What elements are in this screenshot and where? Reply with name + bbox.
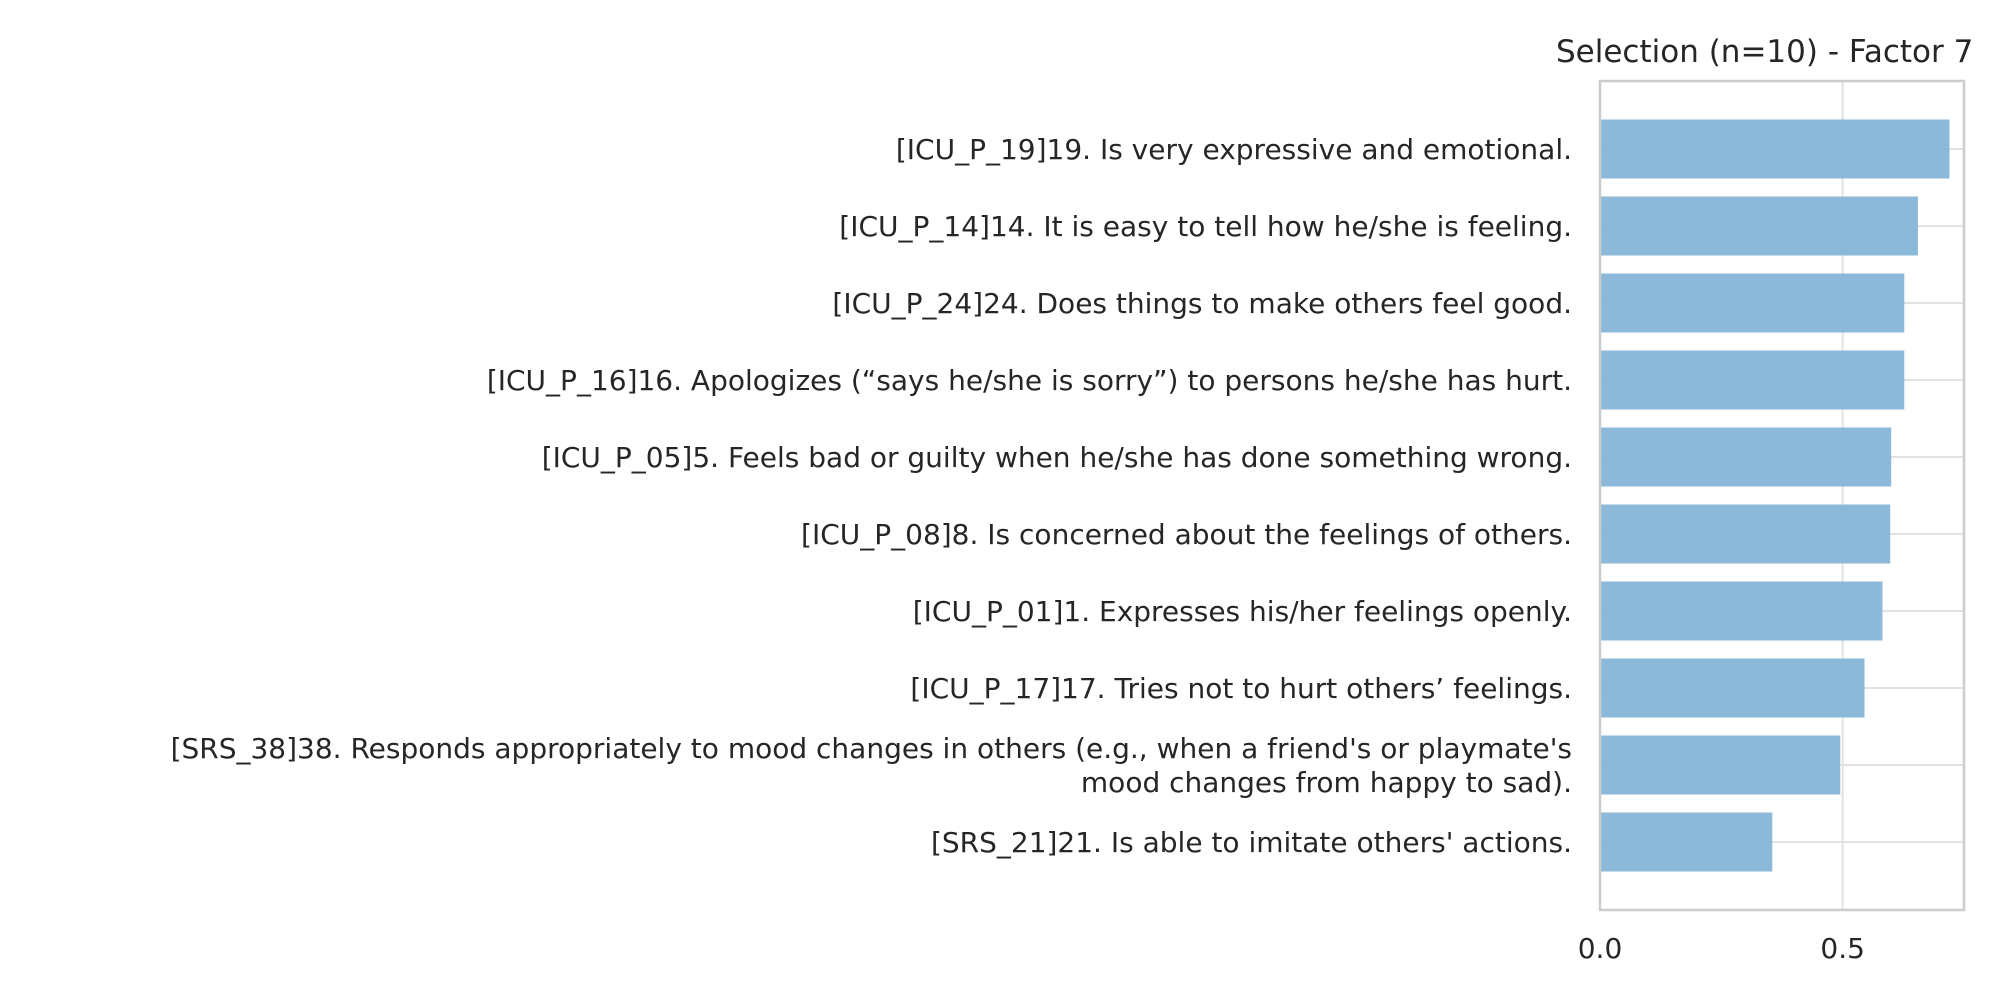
category-label-9 [931, 826, 1572, 859]
bar-3 [1600, 351, 1904, 410]
category-labels [171, 133, 1572, 859]
category-label-8-line-1: mood changes from happy to sad). [1080, 766, 1572, 799]
bar-8 [1600, 736, 1840, 795]
category-label-6 [913, 595, 1572, 628]
category-label-7 [910, 672, 1572, 705]
category-label-4 [542, 441, 1572, 474]
category-label-2 [832, 287, 1572, 320]
bar-4 [1600, 428, 1891, 487]
x-tick-label-1: 0.5 [1820, 932, 1865, 965]
bar-6 [1600, 582, 1882, 641]
bar-1 [1600, 197, 1918, 256]
bars [1600, 120, 1949, 872]
category-label-2-line-0: [ICU_P_24]24. Does things to make others feel good. [832, 287, 1572, 320]
x-axis-ticks [1578, 932, 1865, 965]
category-label-0-line-0: [ICU_P_19]19. Is very expressive and emotional. [895, 133, 1572, 166]
category-label-0 [896, 133, 1572, 166]
chart-title: Selection (n=10) - Factor 7 [1556, 34, 1974, 70]
bar-0 [1600, 120, 1949, 179]
category-label-5 [801, 518, 1572, 551]
category-label-5-line-0: [ICU_P_08]8. Is concerned about the feelings of others. [801, 518, 1572, 551]
bar-5 [1600, 505, 1890, 564]
category-label-3-line-0: [ICU_P_16]16. Apologizes (“says he/she is sorry”) to persons he/she has hurt. [486, 364, 1572, 397]
category-label-8 [171, 732, 1572, 799]
category-label-7-line-0: [ICU_P_17]17. Tries not to hurt others’ feelings. [910, 672, 1572, 705]
category-label-6-line-0: [ICU_P_01]1. Expresses his/her feelings openly. [912, 595, 1572, 628]
bar-7 [1600, 659, 1865, 718]
category-label-1 [839, 210, 1572, 243]
category-label-3 [487, 364, 1572, 397]
bar-9 [1600, 813, 1772, 872]
bar-2 [1600, 274, 1904, 333]
category-label-9-line-0: [SRS_21]21. Is able to imitate others' actions. [930, 826, 1572, 859]
category-label-8-line-0: [SRS_38]38. Responds appropriately to mood changes in others (e.g., when a friend's or playmate's [170, 732, 1572, 765]
category-label-1-line-0: [ICU_P_14]14. It is easy to tell how he/she is feeling. [839, 210, 1572, 243]
category-label-4-line-0: [ICU_P_05]5. Feels bad or guilty when he/she has done something wrong. [541, 441, 1572, 474]
x-tick-label-0: 0.0 [1577, 932, 1623, 965]
